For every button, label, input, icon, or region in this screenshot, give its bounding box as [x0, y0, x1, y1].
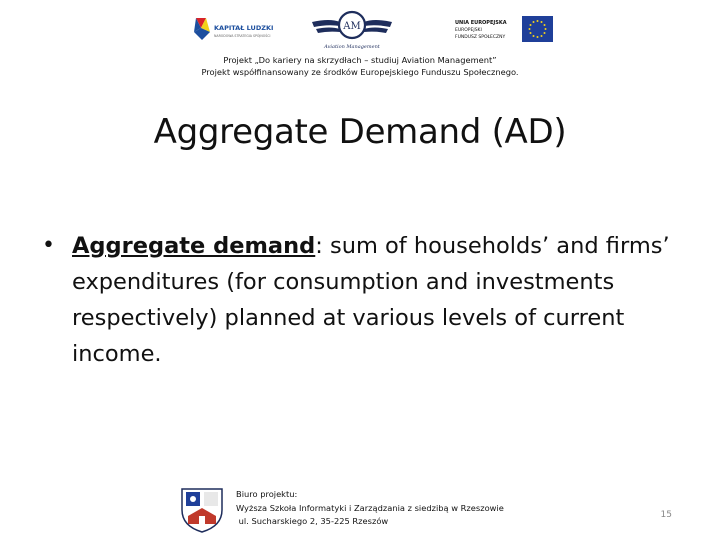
bullet-text: : sum of households’ and firms’ expenditures (for consumption and investments respectively) planned at various levels of current income.	[72, 233, 670, 367]
eu-logo-line3: FUNDUSZ SPOŁECZNY	[455, 35, 506, 40]
am-logo-caption: Aviation Management	[324, 44, 380, 50]
kl-logo-title: KAPITAŁ LUDZKI	[214, 24, 274, 32]
wsiz-crest-logo	[178, 486, 226, 534]
eu-logo-line2: EUROPEJSKI	[455, 28, 482, 33]
slide-content	[42, 228, 682, 372]
office-heading: Biuro projektu:	[236, 489, 298, 499]
bullet-marker: •	[42, 233, 55, 258]
office-institution: Wyższa Szkoła Informatyki i Zarządzania z siedzibą w Rzeszowie	[236, 502, 504, 513]
kapital-ludzki-logo	[190, 14, 282, 44]
bullet-item	[42, 228, 682, 372]
eu-social-fund-logo	[445, 14, 555, 44]
project-office-info	[236, 488, 504, 529]
project-title-line: Projekt „Do kariery na skrzydłach – studiuj Aviation Management”	[223, 55, 497, 65]
am-logo-letters: AM	[343, 21, 361, 32]
bullet-term: Aggregate demand	[72, 233, 316, 259]
office-address: ul. Sucharskiego 2, 35-225 Rzeszów	[236, 516, 389, 526]
aviation-management-logo	[310, 6, 394, 52]
page-number: 15	[660, 510, 672, 520]
project-funding-line: Projekt współfinansowany ze środków Europejskiego Funduszu Społecznego.	[201, 67, 519, 77]
eu-logo-title: UNIA EUROPEJSKA	[455, 20, 507, 26]
slide-title: Aggregate Demand (AD)	[153, 112, 567, 152]
kl-logo-subtitle: NARODOWA STRATEGIA SPÓJNOŚCI	[214, 34, 271, 38]
